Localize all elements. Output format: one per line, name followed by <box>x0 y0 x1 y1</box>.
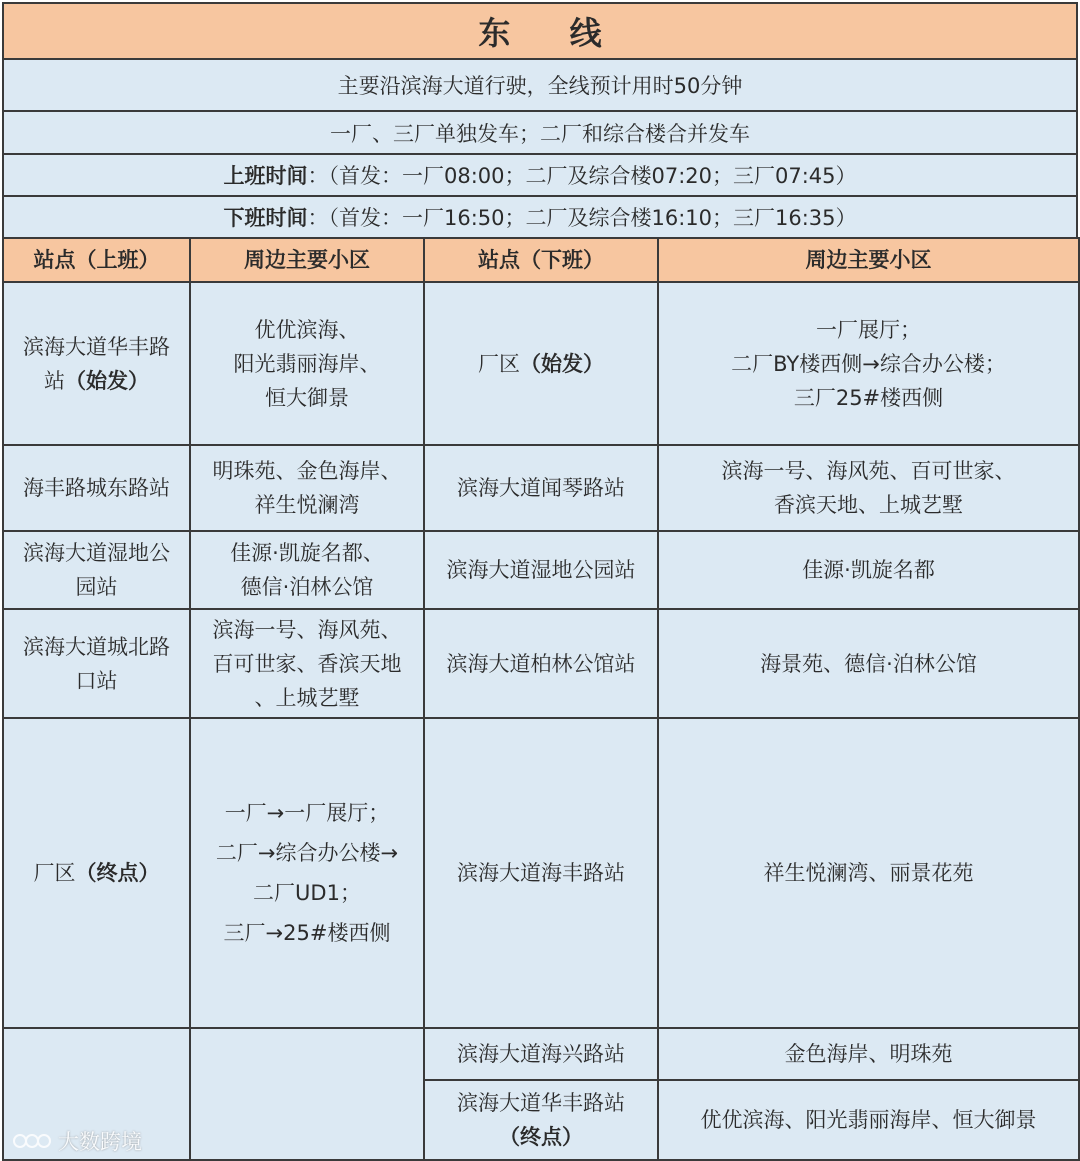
cell-line: 滨海大道湿地公 <box>23 541 170 565</box>
off-area-cell <box>658 531 1079 609</box>
on-stop-cell <box>3 531 190 609</box>
header-on-stop: 站点（上班） <box>3 238 190 282</box>
cell-line: 滨海大道华丰路站 <box>457 1091 625 1115</box>
cell-line: 滨海大道湿地公园站 <box>446 558 636 582</box>
on-area-cell <box>190 282 424 445</box>
cell-line: 厂区（始发） <box>478 351 604 376</box>
cell-line: 厂区（终点） <box>33 861 160 885</box>
watermark-text: 大数跨境 <box>58 1130 142 1154</box>
on-area-cell <box>190 445 424 531</box>
cell-line: 一厂展厅； <box>816 317 921 342</box>
morning-schedule <box>2 153 1078 197</box>
cell-line <box>431 1120 651 1154</box>
cell-line: 佳源·凯旋名都、 <box>230 541 384 565</box>
cell-line: 口站 <box>75 668 118 693</box>
route-description: 主要沿滨海大道行驶，全线预计用时50分钟 <box>2 58 1078 112</box>
table-row <box>3 718 1079 1028</box>
cell-line: 祥生悦澜湾 <box>254 493 360 517</box>
cell-line: 滨海大道柏林公馆站 <box>446 651 636 676</box>
cell-line: 三厂25#楼西侧 <box>793 385 944 410</box>
on-stop-cell <box>3 282 190 445</box>
off-area-cell <box>658 609 1079 718</box>
off-stop-cell <box>424 445 658 531</box>
off-stop-cell <box>424 1080 658 1160</box>
table-row <box>3 445 1079 531</box>
cell-line: 金色海岸、明珠苑 <box>784 1042 953 1066</box>
off-area-cell <box>658 718 1079 1028</box>
table-header-row <box>3 238 1079 282</box>
off-area-cell <box>658 1028 1079 1080</box>
cell-line: 明珠苑、金色海岸、 <box>212 459 402 483</box>
evening-schedule <box>2 195 1078 239</box>
on-area-cell <box>190 609 424 718</box>
table-row <box>3 609 1079 718</box>
header-off-area: 周边主要小区 <box>658 238 1079 282</box>
cell-line: 优优滨海、 <box>254 317 360 342</box>
cell-line: 滨海一号、海风苑、 <box>212 617 402 642</box>
off-stop-cell <box>424 1028 658 1080</box>
cell-line: 一厂→一厂展厅； <box>224 801 390 825</box>
cell-line: 滨海一号、海风苑、百可世家、 <box>721 459 1016 483</box>
cell-line: 海景苑、德信·泊林公馆 <box>760 651 977 676</box>
table-row <box>3 531 1079 609</box>
terminal-marker: （终点） <box>499 1125 583 1149</box>
empty-cell <box>190 1028 424 1160</box>
on-area-cell <box>190 718 424 1028</box>
on-stop-cell <box>3 718 190 1028</box>
terminal-marker: （始发） <box>520 351 604 376</box>
cell-line: 二厂UD1； <box>253 881 361 905</box>
cell-line: 香滨天地、上城艺墅 <box>774 493 963 517</box>
table-row <box>3 282 1079 445</box>
watermark <box>12 1126 142 1156</box>
off-stop-cell <box>424 718 658 1028</box>
cell-line: 百可世家、香滨天地 <box>212 651 402 676</box>
dispatch-description: 一厂、三厂单独发车；二厂和综合楼合并发车 <box>2 110 1078 155</box>
terminal-marker: （始发） <box>65 368 149 393</box>
cell-line: 、上城艺墅 <box>254 685 360 710</box>
off-area-cell <box>658 1080 1079 1160</box>
cell-line: 站（始发） <box>44 368 149 393</box>
header-off-stop: 站点（下班） <box>424 238 658 282</box>
off-stop-cell <box>424 609 658 718</box>
off-stop-cell <box>424 282 658 445</box>
cell-line: 恒大御景 <box>265 385 349 410</box>
cell-line: 滨海大道闻琴路站 <box>457 476 625 500</box>
off-stop-cell <box>424 531 658 609</box>
cell-line: 优优滨海、阳光翡丽海岸、恒大御景 <box>700 1108 1037 1132</box>
cell-line: 海丰路城东路站 <box>23 476 170 500</box>
on-stop-cell <box>3 445 190 531</box>
morning-value: ：（首发：一厂08:00；二厂及综合楼07:20；三厂07:45） <box>307 164 857 188</box>
morning-label: 上班时间 <box>223 164 308 188</box>
evening-label: 下班时间 <box>223 206 308 230</box>
terminal-marker: （终点） <box>75 861 160 885</box>
cell-line: 二厂BY楼西侧→综合办公楼； <box>731 351 1006 376</box>
evening-value: ：（首发：一厂16:50；二厂及综合楼16:10；三厂16:35） <box>307 206 857 230</box>
off-area-cell <box>658 445 1079 531</box>
on-area-cell <box>190 531 424 609</box>
cell-line: 滨海大道华丰路 <box>23 334 170 359</box>
cell-line: 三厂→25#楼西侧 <box>223 921 391 945</box>
cell-line: 滨海大道城北路 <box>23 634 170 659</box>
watermark-logo-icon <box>12 1130 52 1152</box>
cell-line: 二厂→综合办公楼→ <box>215 841 399 865</box>
route-schedule-sheet <box>2 2 1078 1159</box>
cell-line: 祥生悦澜湾、丽景花苑 <box>763 861 974 885</box>
off-area-cell <box>658 282 1079 445</box>
cell-line: 滨海大道海丰路站 <box>457 861 625 885</box>
page-title: 东 线 <box>2 2 1078 60</box>
cell-line: 滨海大道海兴路站 <box>457 1042 625 1066</box>
on-stop-cell <box>3 609 190 718</box>
cell-line: 阳光翡丽海岸、 <box>233 351 381 376</box>
header-on-area: 周边主要小区 <box>190 238 424 282</box>
cell-line: 德信·泊林公馆 <box>240 575 374 599</box>
cell-line: 佳源·凯旋名都 <box>802 558 935 582</box>
stops-table <box>2 237 1080 1161</box>
table-row <box>3 1028 1079 1080</box>
cell-line: 园站 <box>75 575 118 599</box>
